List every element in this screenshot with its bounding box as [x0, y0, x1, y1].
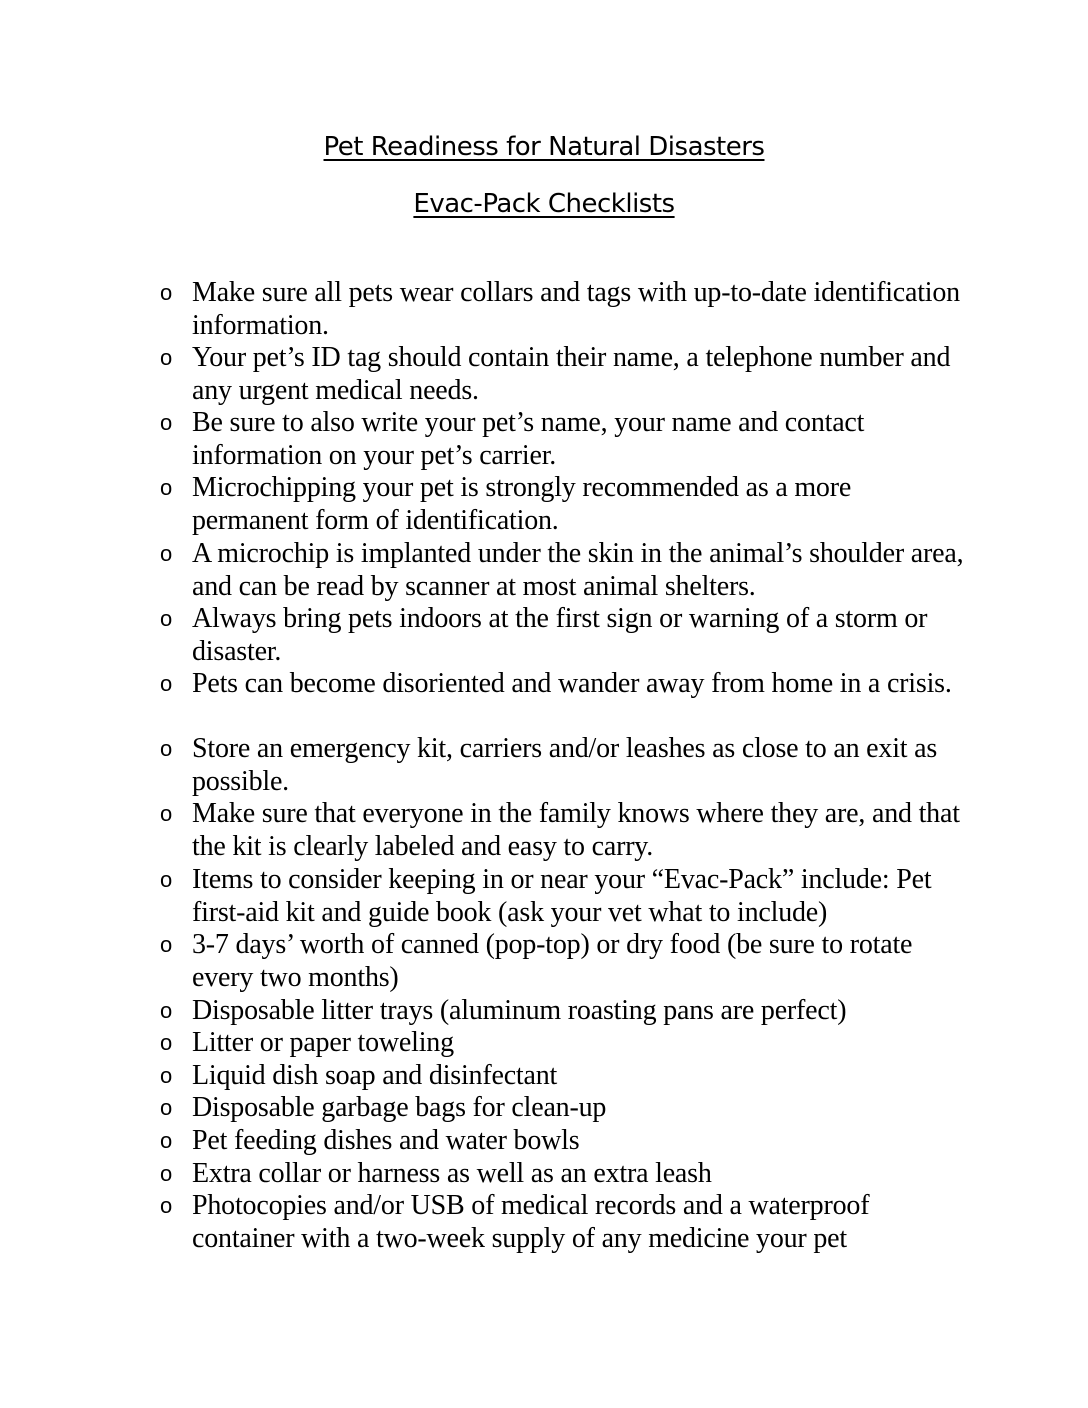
checklist-item-text: Pet feeding dishes and water bowls [192, 1125, 580, 1156]
bullet-circle-icon: o [160, 1095, 173, 1120]
checklist-item-text: Photocopies and/or USB of medical records and a waterproof container with a two-week supply of any medicine your pet [192, 1190, 870, 1254]
bullet-circle-icon: o [160, 998, 173, 1023]
bullet-circle-icon: o [160, 1193, 173, 1218]
bullet-circle-icon: o [160, 671, 173, 696]
checklist-item-text: Be sure to also write your pet’s name, your name and contact information on your pet’s carrier. [192, 407, 865, 471]
bullet-circle-icon: o [160, 345, 173, 370]
checklist-item-text: Pets can become disoriented and wander away from home in a crisis. [192, 668, 952, 699]
checklist-item-text: Always bring pets indoors at the first sign or warning of a storm or disaster. [192, 603, 928, 667]
checklist-item-text: Microchipping your pet is strongly recommended as a more permanent form of identification. [192, 472, 852, 536]
checklist-item-text: Disposable garbage bags for clean-up [192, 1092, 607, 1123]
page-subtitle: Evac-Pack Checklists [413, 189, 675, 219]
page-title: Pet Readiness for Natural Disasters [323, 132, 765, 162]
checklist-item-text: 3-7 days’ worth of canned (pop-top) or dry food (be sure to rotate every two months) [192, 929, 913, 993]
bullet-circle-icon: o [160, 475, 173, 500]
bullet-circle-icon: o [160, 606, 173, 631]
bullet-circle-icon: o [160, 410, 173, 435]
bullet-circle-icon: o [160, 280, 173, 305]
bullet-circle-icon: o [160, 801, 173, 826]
checklist-item-text: Extra collar or harness as well as an extra leash [192, 1158, 712, 1189]
checklist-item-text: Litter or paper toweling [192, 1027, 454, 1058]
bullet-circle-icon: o [160, 1161, 173, 1186]
bullet-circle-icon: o [160, 932, 173, 957]
bullet-circle-icon: o [160, 867, 173, 892]
checklist-item-text: Make sure that everyone in the family knows where they are, and that the kit is clearly labeled and easy to carry. [192, 798, 960, 862]
checklist-item-text: Your pet’s ID tag should contain their name, a telephone number and any urgent medical needs. [192, 342, 951, 406]
bullet-circle-icon: o [160, 1063, 173, 1088]
checklist-item-text: Store an emergency kit, carriers and/or leashes as close to an exit as possible. [192, 733, 938, 797]
bullet-circle-icon: o [160, 1128, 173, 1153]
checklist-item-text: Disposable litter trays (aluminum roasting pans are perfect) [192, 995, 847, 1026]
bullet-circle-icon: o [160, 541, 173, 566]
checklist-item-text: Liquid dish soap and disinfectant [192, 1060, 558, 1091]
checklist-item-text: Items to consider keeping in or near your “Evac-Pack” include: Pet first-aid kit and guide book (ask your vet what to include) [192, 864, 932, 928]
bullet-circle-icon: o [160, 736, 173, 761]
bullet-circle-icon: o [160, 1030, 173, 1055]
checklist-item-text: A microchip is implanted under the skin in the animal’s shoulder area, and can be read by scanner at most animal shelters. [192, 538, 964, 602]
checklist-item-text: Make sure all pets wear collars and tags with up-to-date identification information. [192, 277, 960, 341]
